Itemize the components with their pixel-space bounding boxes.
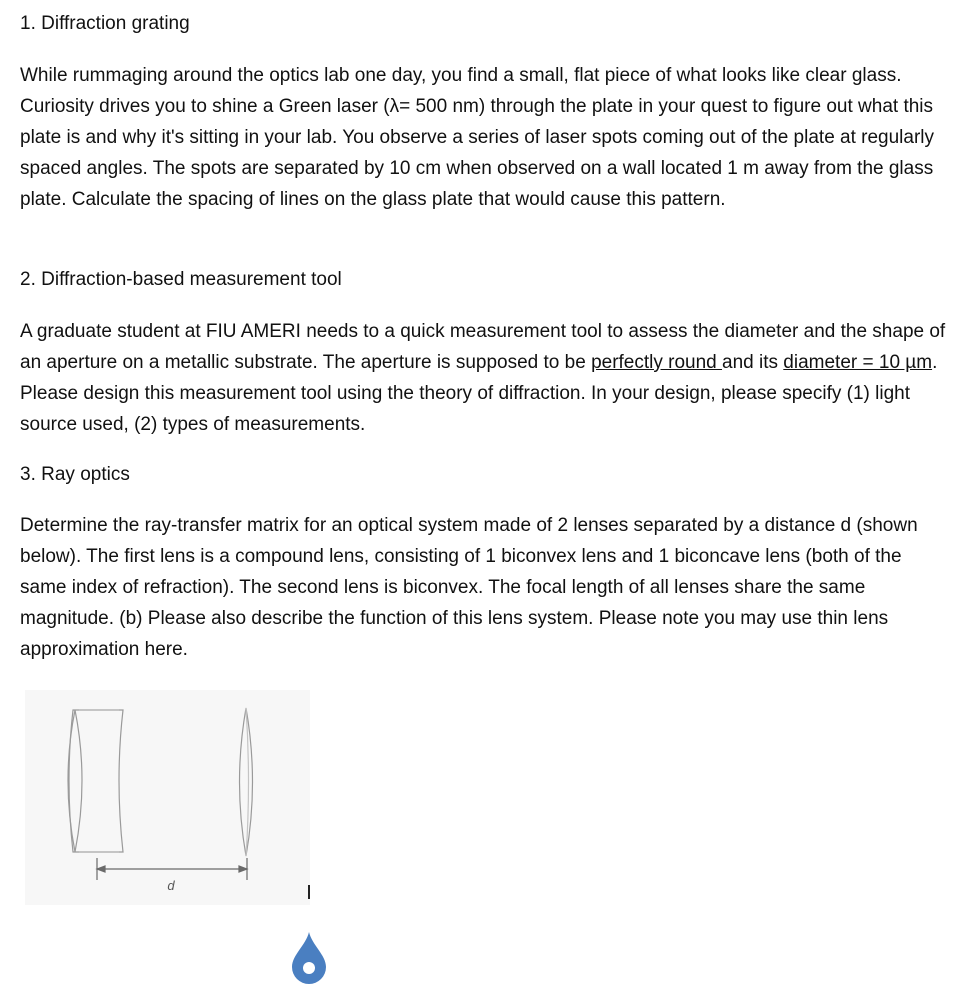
problem-2-underlined-round: perfectly round <box>591 352 723 373</box>
distance-label: d <box>167 878 175 893</box>
compound-lens <box>68 710 123 852</box>
pin-body <box>292 932 326 984</box>
lens-diagram <box>25 690 310 905</box>
compound-biconvex-lens <box>68 710 82 852</box>
biconcave-lens <box>69 710 123 852</box>
problem-2-text-middle: and its <box>722 352 784 373</box>
problem-2-text <box>20 316 950 440</box>
dimension-arrow-left <box>97 866 105 872</box>
problem-2-underlined-diameter: diameter = 10 µm <box>783 352 933 373</box>
problem-3-text: Determine the ray-transfer matrix for an optical system made of 2 lenses separated by a distance d (shown below). The first lens is a compound lens, consisting of 1 biconvex lens and 1 biconcave lens (both of the same index of refraction). The second lens is biconvex. The focal length of all lenses share the same magnitude. (b) Please also describe the function of this lens system. Please note you may use thin lens approximation here. <box>20 515 918 660</box>
lens-system-figure <box>25 690 310 905</box>
problem-2-heading: 2. Diffraction-based measurement tool <box>20 269 342 290</box>
problem-2-text-after: . Please design this measurement tool using the theory of diffraction. In your design, please specify (1) light source used, (2) types of measurements. <box>20 352 938 435</box>
pin-hole <box>303 962 315 974</box>
drag-handle[interactable] <box>282 885 332 985</box>
problem-1-heading: 1. Diffraction grating <box>20 13 190 34</box>
problem-2-text-before: A graduate student at FIU AMERI needs to a quick measurement tool to assess the diameter and the shape of an aperture on a metallic substrate. The aperture is supposed to be <box>20 321 946 373</box>
problem-3-heading: 3. Ray optics <box>20 464 130 485</box>
distance-dimension <box>97 858 247 880</box>
second-lens <box>240 708 253 856</box>
location-pin-icon[interactable] <box>282 885 332 985</box>
dimension-arrow-right <box>239 866 247 872</box>
biconvex-lens <box>240 708 253 856</box>
problem-1-text: While rummaging around the optics lab one day, you find a small, flat piece of what looks like clear glass. Curiosity drives you to shine a Green laser (λ= 500 nm) through the plate in your quest to figure out what this plate is and why it's sitting in your lab. You observe a series of laser spots coming out of the plate at regularly spaced angles. The spots are separated by 10 cm when observed on a wall located 1 m away from the glass plate. Calculate the spacing of lines on the glass plate that would cause this pattern. <box>20 65 935 210</box>
biconvex-lens-edge <box>246 708 249 856</box>
